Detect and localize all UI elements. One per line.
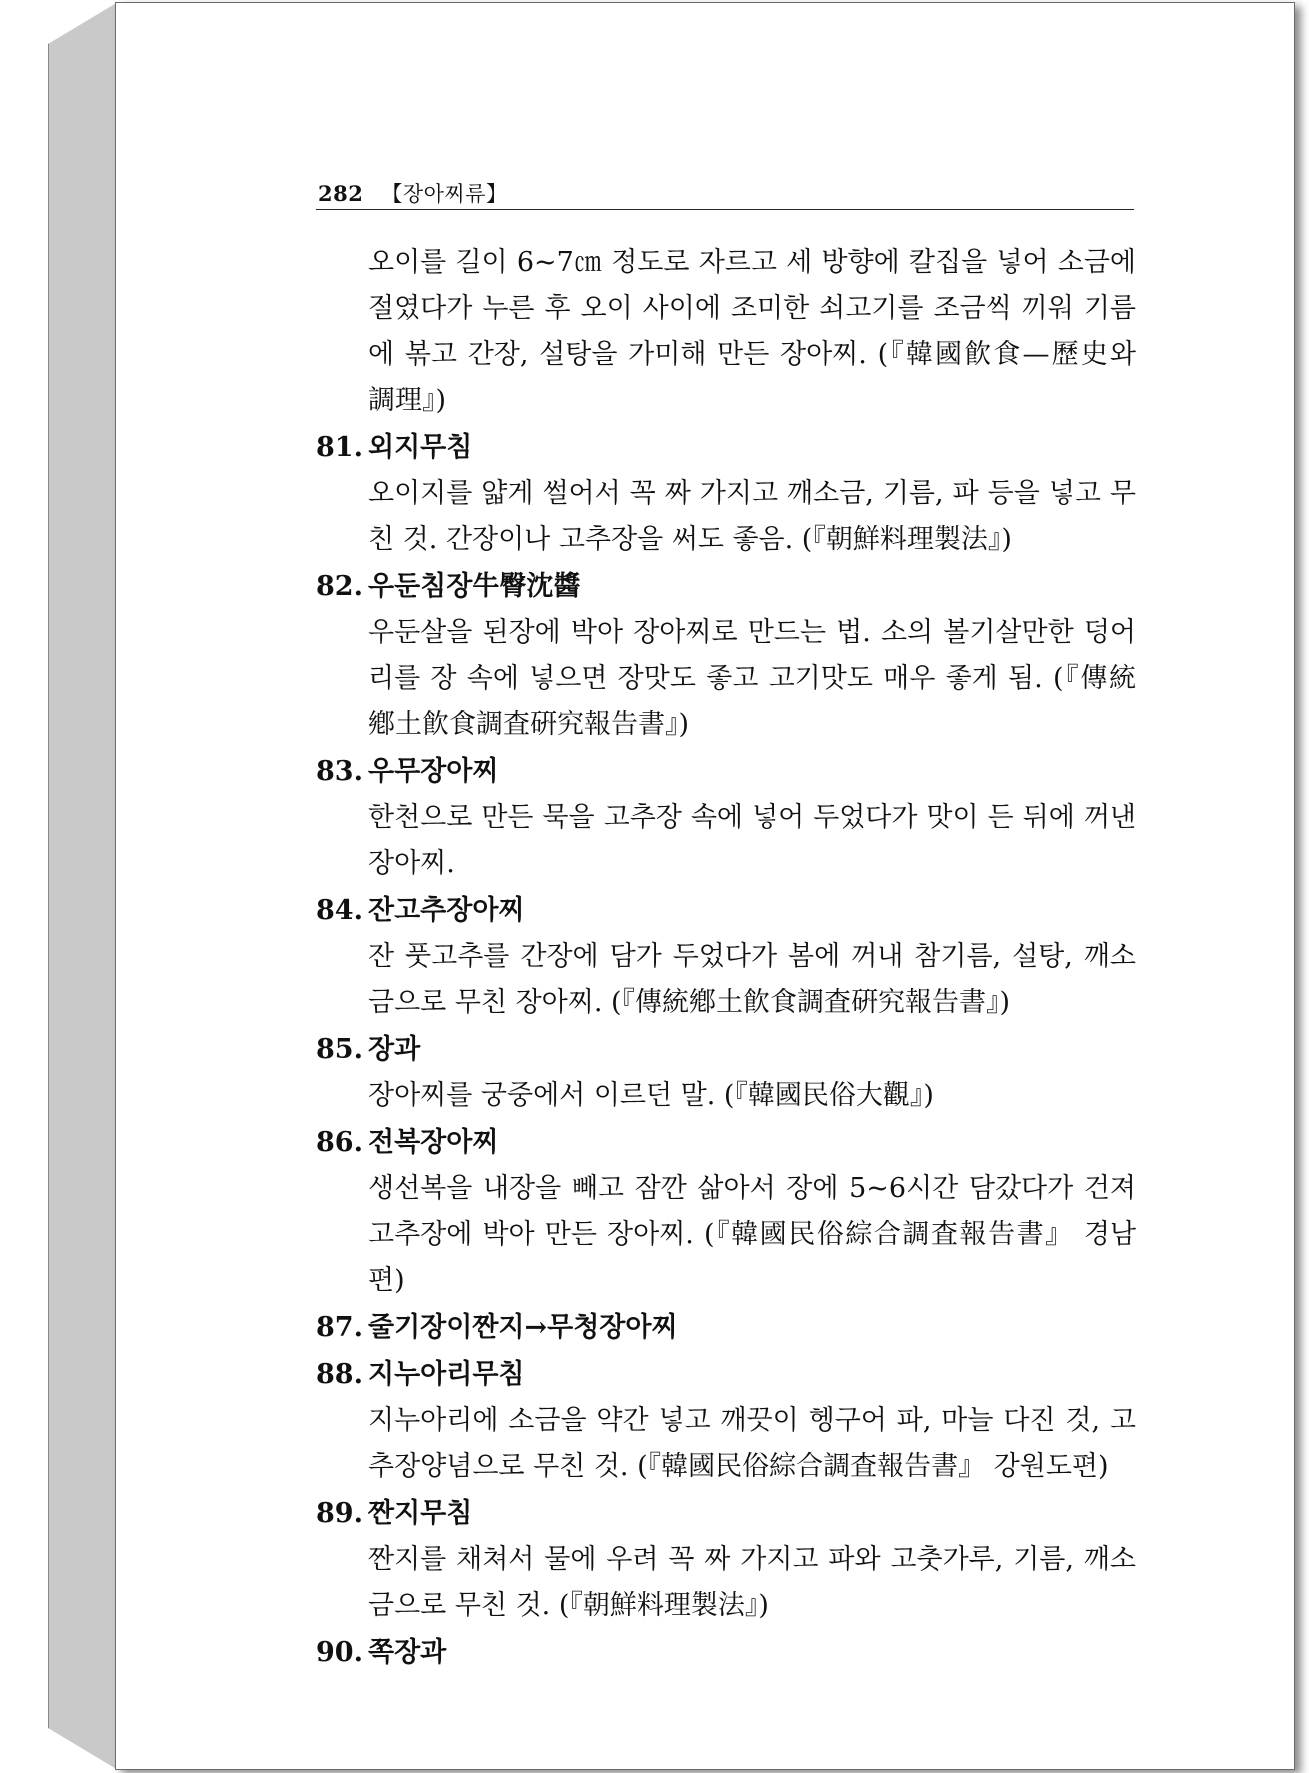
entry-heading bbox=[316, 424, 1136, 471]
entry-number: 86. bbox=[316, 1127, 363, 1158]
entry-title: 우무장아찌 bbox=[368, 756, 499, 787]
entry-title: 장과 bbox=[368, 1034, 421, 1065]
entry-number: 90. bbox=[316, 1637, 363, 1668]
entry-81 bbox=[316, 424, 1136, 563]
entry-85 bbox=[316, 1026, 1136, 1119]
entry-heading bbox=[316, 1351, 1136, 1398]
running-head bbox=[318, 178, 508, 208]
entry-88 bbox=[316, 1351, 1136, 1490]
entry-text: 생선복을 내장을 빼고 잠깐 삶아서 장에 5~6시간 담갔다가 건져 고추장에 박아 만든 장아찌. (『韓國民俗綜合調査報告書』 경남편) bbox=[368, 1173, 1136, 1296]
entry-heading bbox=[316, 563, 1136, 610]
entry-number: 81. bbox=[316, 432, 363, 463]
entry-86 bbox=[316, 1119, 1136, 1304]
entry-text: 짠지를 채쳐서 물에 우려 꼭 짜 가지고 파와 고춧가루, 기름, 깨소금으로 무친 것. (『朝鮮料理製法』) bbox=[368, 1544, 1136, 1621]
entry-90 bbox=[316, 1629, 1136, 1676]
entry-title: 쪽장과 bbox=[368, 1637, 447, 1668]
book-spine bbox=[48, 2, 119, 1770]
entry-82 bbox=[316, 563, 1136, 748]
entry-84 bbox=[316, 887, 1136, 1026]
entry-number: 89. bbox=[316, 1498, 363, 1529]
entry-heading bbox=[316, 1629, 1136, 1676]
entry-text: 지누아리에 소금을 약간 넣고 깨끗이 헹구어 파, 마늘 다진 것, 고추장양념으로 무친 것. (『韓國民俗綜合調査報告書』 강원도편) bbox=[368, 1405, 1136, 1482]
entry-number: 85. bbox=[316, 1034, 363, 1065]
section-title: 【장아찌류】 bbox=[381, 182, 508, 206]
entry-87 bbox=[316, 1304, 1136, 1351]
entry-heading bbox=[316, 1304, 1136, 1351]
entry-heading bbox=[316, 887, 1136, 934]
entry-text: 장아찌를 궁중에서 이르던 말. (『韓國民俗大觀』) bbox=[368, 1080, 934, 1111]
entry-title: 외지무침 bbox=[368, 432, 473, 463]
entry-83 bbox=[316, 748, 1136, 887]
intro-text: 오이를 길이 6~7㎝ 정도로 자르고 세 방향에 칼집을 넣어 소금에 절였다가 누른 후 오이 사이에 조미한 쇠고기를 조금씩 끼워 기름에 볶고 간장, 설탕을 가미해 만든 장아찌. (『韓國飮食—歷史와 調理』) bbox=[368, 247, 1136, 416]
page-content bbox=[316, 240, 1136, 1676]
entry-number: 82. bbox=[316, 571, 363, 602]
entry-text: 오이지를 얇게 썰어서 꼭 짜 가지고 깨소금, 기름, 파 등을 넣고 무친 것. 간장이나 고추장을 써도 좋음. (『朝鮮料理製法』) bbox=[368, 478, 1136, 555]
entry-text: 우둔살을 된장에 박아 장아찌로 만드는 법. 소의 볼기살만한 덩어리를 장 속에 넣으면 장맛도 좋고 고기맛도 매우 좋게 됨. (『傳統鄕土飮食調査硏究報告書』) bbox=[368, 617, 1136, 740]
entry-number: 87. bbox=[316, 1312, 363, 1343]
entry-title: 줄기장이짠지→무청장아찌 bbox=[368, 1312, 678, 1343]
entry-heading bbox=[316, 1490, 1136, 1537]
entry-text: 잔 풋고추를 간장에 담가 두었다가 봄에 꺼내 참기름, 설탕, 깨소금으로 무친 장아찌. (『傳統鄕土飮食調査硏究報告書』) bbox=[368, 941, 1136, 1018]
entry-heading bbox=[316, 1119, 1136, 1166]
entry-title: 전복장아찌 bbox=[368, 1127, 499, 1158]
entry-number: 88. bbox=[316, 1359, 363, 1390]
entry-title: 우둔침장牛臀沈醬 bbox=[368, 571, 581, 602]
header-rule bbox=[316, 209, 1134, 210]
entry-heading bbox=[316, 1026, 1136, 1073]
entry-89 bbox=[316, 1490, 1136, 1629]
entry-title: 짠지무침 bbox=[368, 1498, 473, 1529]
entry-number: 84. bbox=[316, 895, 363, 926]
entry-number: 83. bbox=[316, 756, 363, 787]
entry-title: 지누아리무침 bbox=[368, 1359, 525, 1390]
page-number: 282 bbox=[318, 181, 364, 206]
entry-title: 잔고추장아찌 bbox=[368, 895, 525, 926]
entry-text: 한천으로 만든 묵을 고추장 속에 넣어 두었다가 맛이 든 뒤에 꺼낸 장아찌. bbox=[368, 802, 1136, 879]
entry-heading bbox=[316, 748, 1136, 795]
